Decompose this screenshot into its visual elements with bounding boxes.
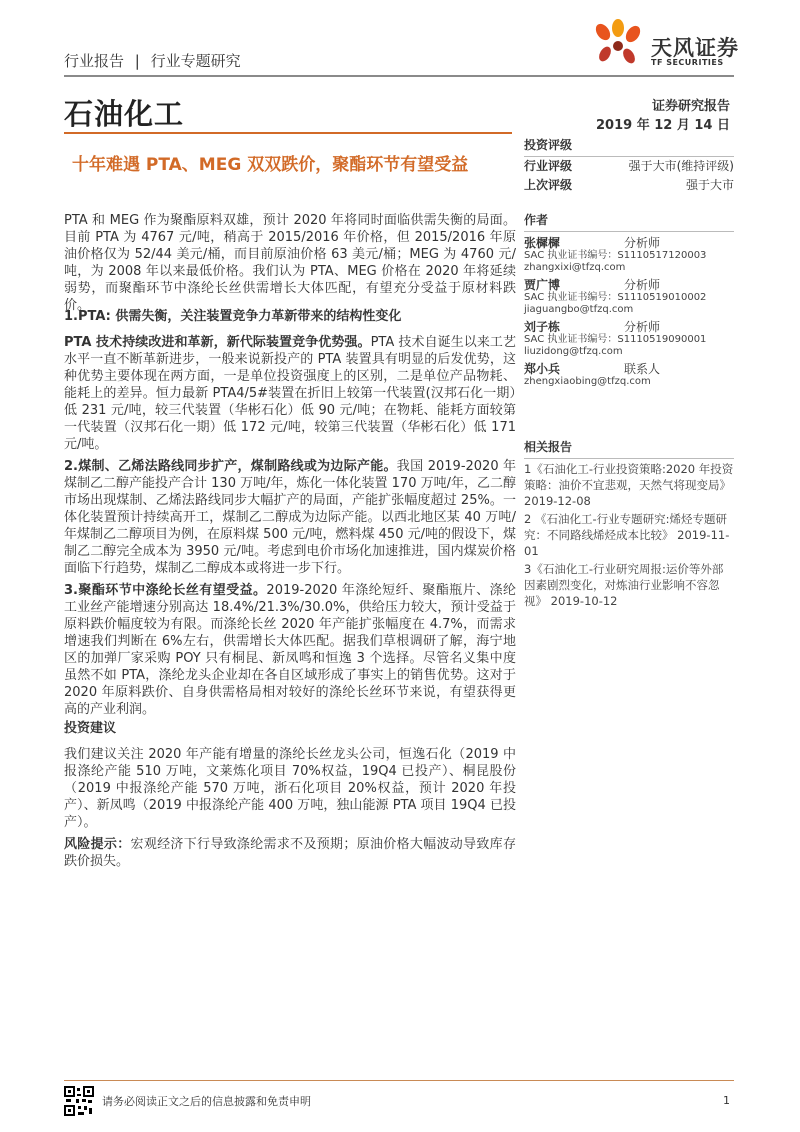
qr-code-icon: [64, 1086, 94, 1116]
section-heading: 1.PTA: 供需失衡，关注装置竞争力革新带来的结构性变化: [64, 309, 402, 324]
author-email[interactable]: liuzidong@tfzq.com: [524, 346, 623, 357]
related-reports: [524, 436, 734, 609]
logo-center: [613, 41, 623, 51]
logo-petal: [612, 19, 624, 37]
author-card: 刘子栋 分析师 SAC 执业证书编号：S1110519090001 liuzidong@tfzq.com: [524, 320, 734, 358]
related-heading: 相关报告: [524, 436, 734, 459]
authors-heading: 作者: [524, 209, 734, 232]
disclaimer-link[interactable]: 请务必阅读正文之后的信息披露和免责申明: [102, 1095, 311, 1108]
brand-name: 天风证券: [651, 36, 739, 60]
author-card: 贾广博 分析师 SAC 执业证书编号：S1110519010002 jiaguangbo@tfzq.com: [524, 278, 734, 316]
risk-warning: 风险提示：宏观经济下行导致涤纶需求不及预期；原油价格大幅波动导致库存跌价损失。: [64, 837, 516, 869]
logo-petal: [593, 21, 613, 43]
report-category: 行业报告 | 行业专题研究: [64, 52, 241, 70]
title-divider: [64, 132, 512, 134]
section-heading: 投资建议: [64, 721, 117, 736]
author-email[interactable]: zhangxixi@tfzq.com: [524, 262, 626, 273]
report-date: 2019 年 12 月 14 日: [596, 118, 730, 133]
main-title: 十年难遇 PTA、MEG 双双跌价，聚酯环节有望受益: [72, 155, 469, 175]
section-meg: 2.煤制、乙烯法路线同步扩产，煤制路线或为边际产能。我国 2019-2020 年煤制乙二醇产能投产合计 130 万吨/年，炼化一体化装置 170 万吨/年，乙二醇市场出现煤制、乙烯法路线同步大幅扩产的局面，产能扩张幅度超过 25%。一体化装置预计持续高开工，煤制乙二醇成为边际产能。以西北地区某 40 万吨/年煤制乙二醇项目为例，在原料煤 500 元/吨，燃料煤 450 元/吨的假设下，煤制乙二醇完全成本为 3950 元/吨。考虑到电价市场化加速推进，国内煤炭价格面临下行趋势，煤制乙二醇成本或将进一步下行。: [64, 459, 517, 576]
logo-petal: [623, 23, 643, 45]
related-report-link[interactable]: 3《石油化工-行业研究周报:运价等外部因素剧烈变化，对炼油行业影响不容忽视》 2019-10-12: [524, 562, 724, 608]
author-email[interactable]: jiaguangbo@tfzq.com: [524, 304, 634, 315]
author-card: 郑小兵 联系人 zhengxiaobing@tfzq.com: [524, 362, 734, 388]
intro-paragraph: PTA 和 MEG 作为聚酯原料双雄，预计 2020 年将同时面临供需失衡的局面。目前 PTA 为 4767 元/吨，稍高于 2015/2016 年价格，但 2015/2016 年原油价格仅为 52/44 美元/桶，而目前原油价格 63 美元/桶；MEG 为 4760 元/吨，为 2008 年以来最低价格。我们认为 PTA、MEG 价格在 2020 年将延续弱势，而聚酯环节中涤纶长丝供需增长大体匹配，有望充分受益于原材料跌价。: [64, 213, 516, 313]
rating-row: 行业评级 强于大市(维持评级): [524, 159, 734, 173]
page-number: 1: [723, 1094, 730, 1107]
author-card: 张樨樨 分析师 SAC 执业证书编号：S1110517120003 zhangxixi@tfzq.com: [524, 236, 734, 274]
industry-title: 石油化工: [64, 97, 185, 131]
sidebar: [524, 134, 734, 388]
section-polyester: 3.聚酯环节中涤纶长丝有望受益。2019-2020 年涤纶短纤、聚酯瓶片、涤纶工业丝产能增速分别高达 18.4%/21.3%/30.0%，供给压力较大，预计受益于原料跌价幅度较为有限。而涤纶长丝 2020 年产能扩张幅度在 4.7%，而需求增速我们判断在 6%左右，供需增长大体匹配。据我们草根调研了解，海宁地区的加弹厂家采购 POY 只有桐昆、新凤鸣和恒逸 3 个选择。尽管名义集中度虽然不如 PTA，涤纶龙头企业却在各自区域形成了事实上的销售优势。这对于 2020 年原料跌价、自身供需格局相对较好的涤纶长丝环节来说，有望获得更高的产业利润。: [64, 583, 516, 717]
rating-heading: 投资评级: [524, 134, 734, 157]
rating-row: 上次评级 强于大市: [524, 178, 734, 192]
tf-logo-icon: [591, 18, 645, 72]
related-report-link[interactable]: 1《石油化工-行业投资策略:2020 年投资策略：油价不宜悲观，天然气将现变局》 2019-12-08: [524, 462, 734, 508]
header-divider: [64, 75, 734, 77]
footer-divider: [64, 1080, 734, 1081]
section-advice: 投资建议 我们建议关注 2020 年产能有增量的涤纶长丝龙头公司，恒逸石化（2019 中报涤纶产能 510 万吨，文莱炼化项目 70%权益，19Q4 已投产）、桐昆股份（2019 中报涤纶产能 570 万吨，浙石化项目 20%权益，预计 2020 年投产）、新凤鸣（2019 中报涤纶产能 400 万吨，独山能源 PTA 项目 19Q4 已投产）。: [64, 721, 516, 830]
logo-petal: [621, 47, 638, 66]
logo-petal: [597, 45, 614, 64]
related-report-link[interactable]: 2 《石油化工-行业专题研究:烯烃专题研究：不同路线烯烃成本比较》 2019-11-01: [524, 512, 730, 558]
report-type: 证券研究报告: [651, 99, 730, 114]
brand-name-en: TF SECURITIES: [651, 58, 724, 67]
section-pta: 1.PTA: 供需失衡，关注装置竞争力革新带来的结构性变化 PTA 技术持续改进和革新，新代际装置竞争优势强。PTA 技术自诞生以来工艺水平一直不断革新进步，一般来说新投产的 PTA 装置具有明显的后发优势，这种优势主要体现在两方面，一是单位投资强度上的区别，二是单位产品物耗、能耗上的差异。恒力最新 PTA4/5#装置在折旧上较第一代装置(汉邦石化一期）低 231 元/吨，较三代装置（华彬石化）低 90 元/吨；在物耗、能耗方面较第一代装置（汉邦石化一期）低 172 元/吨，较第三代装置（华彬石化）低 171 元/吨。: [64, 309, 517, 452]
author-email[interactable]: zhengxiaobing@tfzq.com: [524, 376, 651, 387]
